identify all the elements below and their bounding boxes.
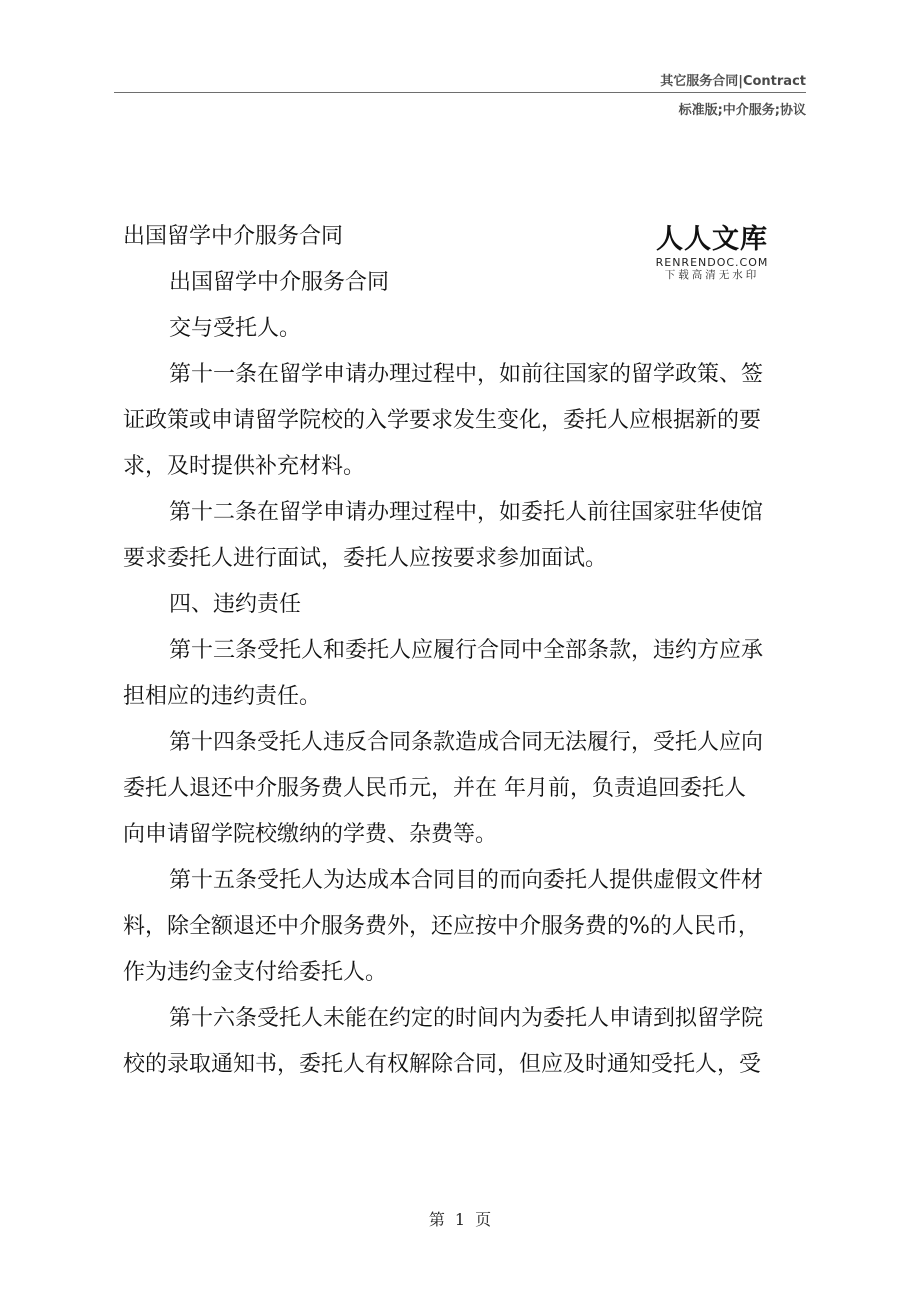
- logo-name: 人人文库: [656, 224, 768, 255]
- paragraph-line: 第十二条在留学申请办理过程中，如委托人前往国家驻华使馆: [169, 500, 764, 525]
- paragraph-line: 第十六条受托人未能在约定的时间内为委托人申请到拟留学院: [169, 1006, 764, 1031]
- paragraph-line: 第十三条受托人和委托人应履行合同中全部条款，违约方应承: [169, 638, 764, 663]
- paragraph-line: 出国留学中介服务合同: [169, 270, 390, 295]
- paragraph-line: 证政策或申请留学院校的入学要求发生变化，委托人应根据新的要: [123, 408, 762, 433]
- document-body: [123, 214, 803, 1088]
- paragraph-line: 担相应的违约责任。: [123, 684, 322, 709]
- footer-suffix: 页: [475, 1210, 492, 1229]
- logo-tagline: 下载高清无水印: [664, 269, 760, 281]
- paragraph-line: 作为违约金支付给委托人。: [123, 960, 388, 985]
- paragraph-line: 第十四条受托人违反合同条款造成合同无法履行，受托人应向: [169, 730, 764, 755]
- paragraph-line: 料，除全额退还中介服务费外，还应按中介服务费的%的人民币，: [123, 914, 760, 939]
- paragraph-line: 第十五条受托人为达成本合同目的而向委托人提供虚假文件材: [169, 868, 764, 893]
- paragraph-line: 交与受托人。: [169, 316, 302, 341]
- paragraph-line: 要求委托人进行面试，委托人应按要求参加面试。: [123, 546, 608, 571]
- header-category: 其它服务合同|Contract: [660, 74, 806, 89]
- paragraph-line: 校的录取通知书，委托人有权解除合同，但应及时通知受托人，受: [123, 1052, 762, 1077]
- header-tags: 标准版;中介服务;协议: [678, 103, 806, 118]
- logo-domain: RENRENDOC.COM: [655, 256, 769, 269]
- document-title: 出国留学中介服务合同: [123, 224, 344, 249]
- page-number: 1: [454, 1210, 466, 1229]
- paragraph-line: 第十一条在留学申请办理过程中，如前往国家的留学政策、签: [169, 362, 764, 387]
- section-heading: 四、违约责任: [169, 592, 302, 617]
- paragraph-line: 求，及时提供补充材料。: [123, 454, 366, 479]
- footer-prefix: 第: [428, 1210, 445, 1229]
- page-footer: [0, 1207, 920, 1230]
- paragraph-line: 向申请留学院校缴纳的学费、杂费等。: [123, 822, 498, 847]
- paragraph-line: 委托人退还中介服务费人民币元，并在 年月前，负责追回委托人: [123, 776, 746, 801]
- header-divider: [114, 92, 806, 93]
